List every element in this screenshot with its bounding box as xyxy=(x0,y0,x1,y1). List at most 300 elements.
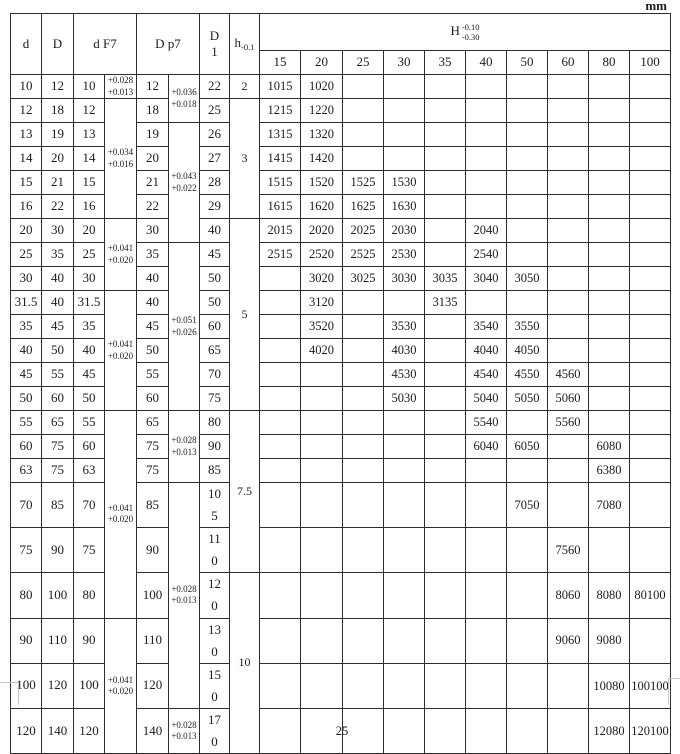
cell-H-25 xyxy=(343,663,384,708)
cell-D: 18 xyxy=(42,99,74,123)
cell-dF7-value: 25 xyxy=(74,243,105,267)
cell-D: 20 xyxy=(42,147,74,171)
cell-Dp7-value: 21 xyxy=(137,171,169,195)
cell-H-60 xyxy=(548,708,589,753)
cell-dF7-value: 100 xyxy=(74,663,105,708)
cell-d: 60 xyxy=(11,435,42,459)
cell-h: 5 xyxy=(230,219,260,411)
cell-Dp7-value: 60 xyxy=(137,387,169,411)
cell-H-35 xyxy=(425,528,466,573)
header-h xyxy=(230,14,260,75)
cell-Dp7-value: 55 xyxy=(137,363,169,387)
cell-H-60 xyxy=(548,339,589,363)
cell-Dp7-value: 75 xyxy=(137,459,169,483)
cell-D1: 75 xyxy=(200,387,230,411)
cell-H-80: 6380 xyxy=(589,459,630,483)
cell-H-100 xyxy=(630,171,671,195)
cell-H-15 xyxy=(260,267,301,291)
cell-H-25: 2025 xyxy=(343,219,384,243)
cell-D: 65 xyxy=(42,411,74,435)
cell-D: 75 xyxy=(42,459,74,483)
cell-H-50: 3550 xyxy=(507,315,548,339)
cell-dF7-value: 31.5 xyxy=(74,291,105,315)
cell-d: 20 xyxy=(11,219,42,243)
header-row-top xyxy=(11,14,671,51)
cell-H-30 xyxy=(384,483,425,528)
cell-H-100 xyxy=(630,435,671,459)
cell-H-50: 5050 xyxy=(507,387,548,411)
cell-H-60 xyxy=(548,147,589,171)
cell-D1: 105 xyxy=(200,483,230,528)
header-D1-top: D xyxy=(209,28,220,44)
cell-H-60 xyxy=(548,291,589,315)
cell-H-60: 9060 xyxy=(548,618,589,663)
cell-H-30: 1530 xyxy=(384,171,425,195)
cell-Dp7-value: 120 xyxy=(137,663,169,708)
cell-H-80 xyxy=(589,315,630,339)
cell-dF7-value: 10 xyxy=(74,75,105,99)
cell-H-100: 120100 xyxy=(630,708,671,753)
cell-H-100 xyxy=(630,267,671,291)
cell-D1: 40 xyxy=(200,219,230,243)
cell-H-100 xyxy=(630,387,671,411)
cell-D1: 110 xyxy=(200,528,230,573)
cell-H-60: 7560 xyxy=(548,528,589,573)
cell-H-40: 3540 xyxy=(466,315,507,339)
cell-H-30 xyxy=(384,123,425,147)
cell-H-35 xyxy=(425,411,466,435)
cell-H-25 xyxy=(343,435,384,459)
cell-H-80: 8080 xyxy=(589,573,630,618)
cell-d: 31.5 xyxy=(11,291,42,315)
cell-H-50 xyxy=(507,123,548,147)
cell-H-50 xyxy=(507,171,548,195)
header-H-col: 35 xyxy=(425,51,466,75)
cell-H-100 xyxy=(630,528,671,573)
cell-D1: 80 xyxy=(200,411,230,435)
cell-H-30 xyxy=(384,411,425,435)
cell-H-80 xyxy=(589,195,630,219)
cell-H-30 xyxy=(384,75,425,99)
unit-label: mm xyxy=(645,0,667,13)
cell-H-35 xyxy=(425,459,466,483)
cell-Dp7-value: 40 xyxy=(137,267,169,291)
cell-H-40 xyxy=(466,195,507,219)
cell-H-100 xyxy=(630,411,671,435)
cell-d: 120 xyxy=(11,708,42,753)
cell-H-80 xyxy=(589,528,630,573)
cell-H-20 xyxy=(301,411,343,435)
cell-H-15: 1615 xyxy=(260,195,301,219)
cell-H-15 xyxy=(260,459,301,483)
header-H-col: 30 xyxy=(384,51,425,75)
cell-D: 50 xyxy=(42,339,74,363)
cell-Dp7-tolerance: +0.028 +0.013 xyxy=(169,411,200,483)
cell-H-35 xyxy=(425,243,466,267)
cell-H-50 xyxy=(507,663,548,708)
cell-dF7-value: 40 xyxy=(74,339,105,363)
cell-d: 63 xyxy=(11,459,42,483)
cell-H-40: 5540 xyxy=(466,411,507,435)
cell-H-80 xyxy=(589,147,630,171)
cell-d: 25 xyxy=(11,243,42,267)
cell-H-25 xyxy=(343,483,384,528)
cell-H-40: 6040 xyxy=(466,435,507,459)
header-dF7: d F7 xyxy=(74,14,137,75)
cell-H-35 xyxy=(425,435,466,459)
cell-H-80 xyxy=(589,75,630,99)
cell-H-40 xyxy=(466,171,507,195)
table-header xyxy=(11,14,671,75)
cell-H-100 xyxy=(630,315,671,339)
cell-D1: 50 xyxy=(200,267,230,291)
cell-H-50: 3050 xyxy=(507,267,548,291)
cell-H-50 xyxy=(507,243,548,267)
cell-H-30: 5030 xyxy=(384,387,425,411)
cell-Dp7-value: 50 xyxy=(137,339,169,363)
table-row xyxy=(11,219,671,243)
cell-H-35 xyxy=(425,363,466,387)
table-row xyxy=(11,291,671,315)
cell-H-50 xyxy=(507,528,548,573)
cell-H-50 xyxy=(507,411,548,435)
cell-H-40 xyxy=(466,75,507,99)
cell-D: 120 xyxy=(42,663,74,708)
cell-H-60 xyxy=(548,483,589,528)
cell-H-40 xyxy=(466,291,507,315)
header-H-superscript: -0.10 xyxy=(461,21,480,32)
cell-D1: 130 xyxy=(200,618,230,663)
cell-H-80: 12080 xyxy=(589,708,630,753)
cell-D: 75 xyxy=(42,435,74,459)
header-H-col: 80 xyxy=(589,51,630,75)
cell-H-30: 4530 xyxy=(384,363,425,387)
cell-D: 110 xyxy=(42,618,74,663)
cell-d: 16 xyxy=(11,195,42,219)
cell-H-50: 4050 xyxy=(507,339,548,363)
cell-H-25 xyxy=(343,291,384,315)
cell-Dp7-value: 35 xyxy=(137,243,169,267)
cell-H-15 xyxy=(260,291,301,315)
cell-H-50: 4550 xyxy=(507,363,548,387)
cell-Dp7-value: 75 xyxy=(137,435,169,459)
cell-H-35 xyxy=(425,708,466,753)
cell-H-15: 1415 xyxy=(260,147,301,171)
cell-H-15 xyxy=(260,339,301,363)
cell-H-15: 1215 xyxy=(260,99,301,123)
cell-h: 7.5 xyxy=(230,411,260,573)
cell-H-35: 3135 xyxy=(425,291,466,315)
cell-H-40 xyxy=(466,573,507,618)
cell-H-100 xyxy=(630,483,671,528)
cell-D: 100 xyxy=(42,573,74,618)
cell-H-80 xyxy=(589,267,630,291)
cell-D1: 85 xyxy=(200,459,230,483)
header-D: D xyxy=(42,14,74,75)
cell-H-15: 2515 xyxy=(260,243,301,267)
cell-H-30: 1630 xyxy=(384,195,425,219)
cell-Dp7-value: 90 xyxy=(137,528,169,573)
cell-H-35 xyxy=(425,219,466,243)
dimension-table xyxy=(10,13,671,754)
cell-H-20: 1020 xyxy=(301,75,343,99)
cell-H-80 xyxy=(589,291,630,315)
cell-H-35 xyxy=(425,195,466,219)
cell-H-30 xyxy=(384,573,425,618)
cell-H-80 xyxy=(589,339,630,363)
cell-H-20: 1220 xyxy=(301,99,343,123)
cell-H-20: 3020 xyxy=(301,267,343,291)
cell-H-20 xyxy=(301,618,343,663)
cell-dF7-value: 50 xyxy=(74,387,105,411)
cell-dF7-tolerance: +0.034 +0.016 xyxy=(105,99,137,219)
cell-H-50 xyxy=(507,99,548,123)
cell-H-35 xyxy=(425,483,466,528)
cell-H-50 xyxy=(507,291,548,315)
cell-D: 140 xyxy=(42,708,74,753)
cell-H-35 xyxy=(425,663,466,708)
cell-D: 45 xyxy=(42,315,74,339)
cell-dF7-value: 63 xyxy=(74,459,105,483)
cell-D1: 60 xyxy=(200,315,230,339)
cell-dF7-value: 20 xyxy=(74,219,105,243)
cell-D: 22 xyxy=(42,195,74,219)
cell-H-100: 80100 xyxy=(630,573,671,618)
cell-D: 40 xyxy=(42,267,74,291)
cell-H-50 xyxy=(507,75,548,99)
cell-H-40 xyxy=(466,147,507,171)
header-H-col: 25 xyxy=(343,51,384,75)
cell-H-80: 9080 xyxy=(589,618,630,663)
cell-H-15: 1015 xyxy=(260,75,301,99)
cell-dF7-value: 12 xyxy=(74,99,105,123)
cell-H-100 xyxy=(630,339,671,363)
table-row xyxy=(11,618,671,663)
cell-H-15 xyxy=(260,573,301,618)
cell-D: 35 xyxy=(42,243,74,267)
cell-H-15 xyxy=(260,363,301,387)
cell-H-30: 2030 xyxy=(384,219,425,243)
cell-dF7-tolerance: +0.041 +0.020 xyxy=(105,618,137,754)
cell-H-80: 7080 xyxy=(589,483,630,528)
cell-H-40: 3040 xyxy=(466,267,507,291)
cell-H-25 xyxy=(343,363,384,387)
cell-H-80 xyxy=(589,411,630,435)
cell-H-25 xyxy=(343,618,384,663)
cell-H-20 xyxy=(301,387,343,411)
cell-H-35 xyxy=(425,123,466,147)
cell-Dp7-value: 85 xyxy=(137,483,169,528)
cell-dF7-value: 13 xyxy=(74,123,105,147)
cell-H-15 xyxy=(260,435,301,459)
cell-H-25 xyxy=(343,75,384,99)
cell-H-20: 4020 xyxy=(301,339,343,363)
cell-D1: 45 xyxy=(200,243,230,267)
cell-H-50 xyxy=(507,147,548,171)
cell-dF7-tolerance: +0.041 +0.020 xyxy=(105,219,137,291)
cell-H-80 xyxy=(589,243,630,267)
cell-H-15 xyxy=(260,708,301,753)
cell-H-80 xyxy=(589,123,630,147)
cell-H-20: 1620 xyxy=(301,195,343,219)
cell-H-25: 1625 xyxy=(343,195,384,219)
cell-H-50 xyxy=(507,219,548,243)
cell-H-20 xyxy=(301,363,343,387)
cell-d: 35 xyxy=(11,315,42,339)
cell-H-100 xyxy=(630,195,671,219)
scan-artifact xyxy=(668,678,680,705)
cell-h: 2 xyxy=(230,75,260,99)
cell-H-100 xyxy=(630,99,671,123)
cell-d: 15 xyxy=(11,171,42,195)
cell-H-100 xyxy=(630,75,671,99)
cell-H-100 xyxy=(630,123,671,147)
cell-d: 55 xyxy=(11,411,42,435)
cell-h: 3 xyxy=(230,99,260,219)
cell-H-60: 4560 xyxy=(548,363,589,387)
cell-H-30 xyxy=(384,291,425,315)
cell-H-40 xyxy=(466,459,507,483)
cell-H-50 xyxy=(507,459,548,483)
cell-d: 75 xyxy=(11,528,42,573)
cell-H-40 xyxy=(466,483,507,528)
cell-Dp7-value: 65 xyxy=(137,411,169,435)
cell-D1: 28 xyxy=(200,171,230,195)
header-H-col: 100 xyxy=(630,51,671,75)
cell-d: 90 xyxy=(11,618,42,663)
cell-H-35 xyxy=(425,75,466,99)
cell-H-15: 1315 xyxy=(260,123,301,147)
table-body xyxy=(11,75,671,754)
cell-D1: 22 xyxy=(200,75,230,99)
header-H-col: 40 xyxy=(466,51,507,75)
cell-d: 30 xyxy=(11,267,42,291)
cell-H-40: 4040 xyxy=(466,339,507,363)
cell-H-15 xyxy=(260,618,301,663)
cell-dF7-value: 15 xyxy=(74,171,105,195)
cell-H-25 xyxy=(343,411,384,435)
header-H-col: 20 xyxy=(301,51,343,75)
cell-Dp7-value: 100 xyxy=(137,573,169,618)
cell-H-25 xyxy=(343,339,384,363)
cell-H-15 xyxy=(260,411,301,435)
header-h-subscript: -0.1 xyxy=(241,41,255,52)
cell-Dp7-value: 12 xyxy=(137,75,169,99)
cell-D: 55 xyxy=(42,363,74,387)
cell-H-25 xyxy=(343,573,384,618)
cell-H-30 xyxy=(384,708,425,753)
cell-D: 90 xyxy=(42,528,74,573)
cell-H-30 xyxy=(384,528,425,573)
cell-dF7-value: 80 xyxy=(74,573,105,618)
cell-d: 100 xyxy=(11,663,42,708)
header-H-col: 60 xyxy=(548,51,589,75)
cell-H-20: 1520 xyxy=(301,171,343,195)
cell-Dp7-tolerance: +0.051 +0.026 xyxy=(169,243,200,411)
cell-H-15 xyxy=(260,315,301,339)
cell-H-40: 5040 xyxy=(466,387,507,411)
cell-H-20 xyxy=(301,708,349,753)
cell-H-30 xyxy=(384,435,425,459)
cell-H-80 xyxy=(589,171,630,195)
cell-H-100 xyxy=(630,219,671,243)
cell-H-60 xyxy=(548,99,589,123)
cell-H-100 xyxy=(630,291,671,315)
cell-H-50 xyxy=(507,708,548,753)
cell-H-40 xyxy=(466,663,507,708)
cell-D1: 50 xyxy=(200,291,230,315)
scan-artifact xyxy=(0,682,19,705)
cell-H-20: 2520 xyxy=(301,243,343,267)
header-Dp7: D p7 xyxy=(137,14,200,75)
cell-H-50 xyxy=(507,618,548,663)
cell-H-35 xyxy=(425,171,466,195)
cell-H-15 xyxy=(260,483,301,528)
header-H-col: 50 xyxy=(507,51,548,75)
cell-H-25 xyxy=(343,147,384,171)
cell-H-50: 7050 xyxy=(507,483,548,528)
cell-H-30 xyxy=(384,459,425,483)
cell-H-25 xyxy=(343,459,384,483)
cell-D1: 27 xyxy=(200,147,230,171)
cell-D1: 90 xyxy=(200,435,230,459)
cell-H-40 xyxy=(466,618,507,663)
cell-H-30 xyxy=(384,618,425,663)
cell-H-30 xyxy=(384,663,425,708)
cell-H-25 xyxy=(343,387,384,411)
cell-d: 45 xyxy=(11,363,42,387)
cell-H-30: 2530 xyxy=(384,243,425,267)
cell-H-40: 4540 xyxy=(466,363,507,387)
cell-D1: 150 xyxy=(200,663,230,708)
cell-H-60 xyxy=(548,243,589,267)
cell-H-100 xyxy=(630,618,671,663)
cell-H-20: 3520 xyxy=(301,315,343,339)
cell-H-25: 3025 xyxy=(343,267,384,291)
cell-H-15: 1515 xyxy=(260,171,301,195)
header-d: d xyxy=(11,14,42,75)
cell-H-25 xyxy=(343,99,384,123)
cell-H-25 xyxy=(343,315,384,339)
cell-H-15 xyxy=(260,663,301,708)
cell-Dp7-value: 110 xyxy=(137,618,169,663)
cell-D: 19 xyxy=(42,123,74,147)
cell-D1: 29 xyxy=(200,195,230,219)
cell-d: 12 xyxy=(11,99,42,123)
cell-H-80 xyxy=(589,99,630,123)
cell-H-15 xyxy=(260,387,301,411)
cell-H-40 xyxy=(466,123,507,147)
cell-Dp7-value: 22 xyxy=(137,195,169,219)
cell-H-20: 1420 xyxy=(301,147,343,171)
cell-H-30: 3530 xyxy=(384,315,425,339)
cell-D1: 65 xyxy=(200,339,230,363)
header-H-col: 15 xyxy=(260,51,301,75)
cell-H-80 xyxy=(589,219,630,243)
cell-H-60 xyxy=(548,267,589,291)
cell-dF7-value: 70 xyxy=(74,483,105,528)
cell-H-60 xyxy=(548,219,589,243)
cell-H-20 xyxy=(301,528,343,573)
cell-H-40: 2040 xyxy=(466,219,507,243)
cell-Dp7-value: 45 xyxy=(137,315,169,339)
cell-Dp7-value: 19 xyxy=(137,123,169,147)
cell-H-60 xyxy=(548,459,589,483)
cell-h: 10 xyxy=(230,573,260,754)
cell-H-50 xyxy=(507,573,548,618)
cell-D: 30 xyxy=(42,219,74,243)
cell-H-20 xyxy=(301,459,343,483)
